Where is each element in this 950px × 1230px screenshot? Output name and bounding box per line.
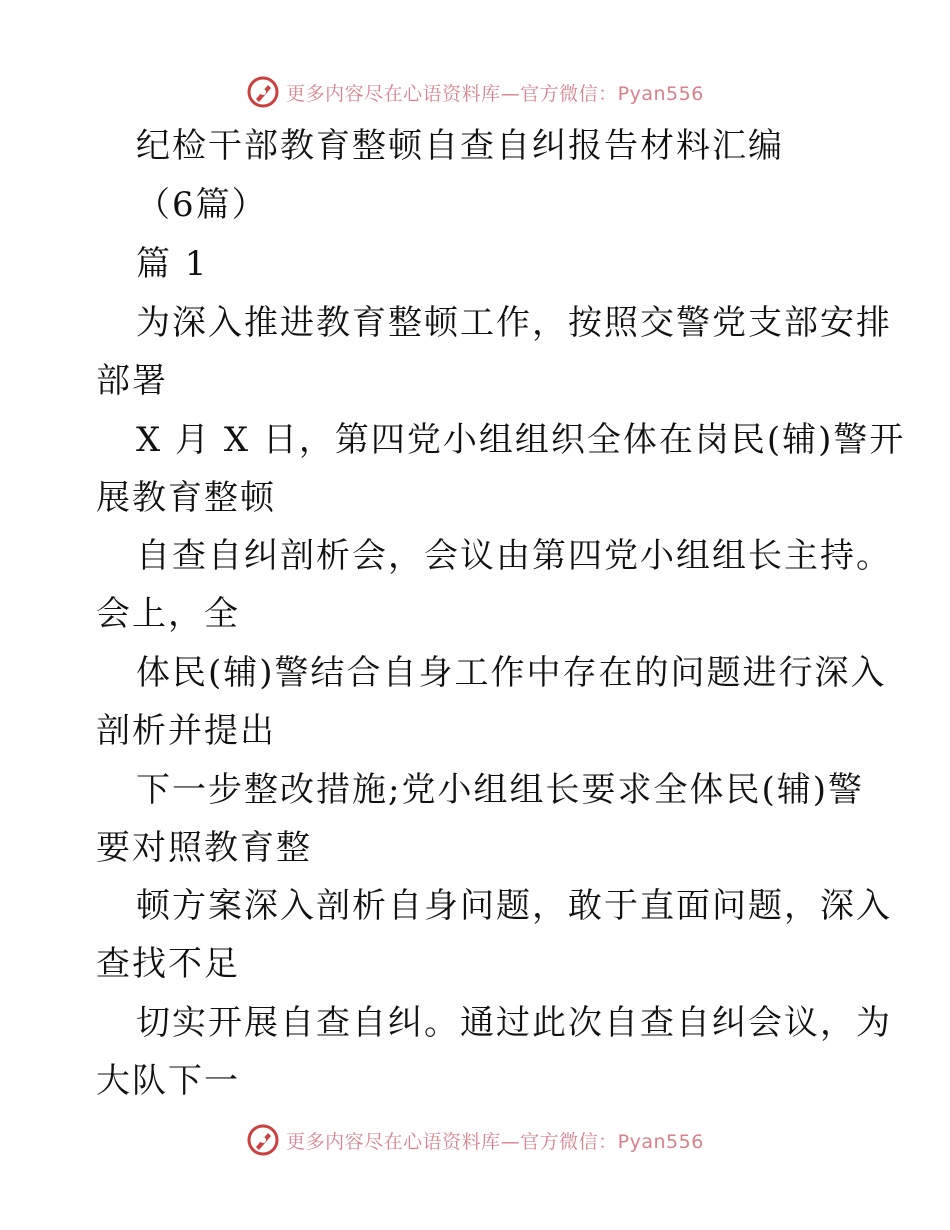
body-line: 会上，全 (96, 594, 240, 634)
body-line: 切实开展自查自纠。通过此次自查自纠会议，为 (136, 1003, 892, 1043)
top-watermark-banner (0, 72, 950, 112)
watermark-text: 更多内容尽在心语资料库—官方微信：Pyan556 (286, 1130, 704, 1153)
pen-logo-icon (246, 1123, 280, 1157)
body-line: 顿方案深入剖析自身问题，敢于直面问题，深入 (136, 886, 892, 926)
body-line: 为深入推进教育整顿工作，按照交警党支部安排 (136, 303, 892, 343)
body-line: 剖析并提出 (96, 711, 276, 751)
pen-logo-icon (246, 75, 280, 109)
body-line: 下一步整改措施;党小组组长要求全体民(辅)警 (136, 770, 864, 810)
body-line: 体民(辅)警结合自身工作中存在的问题进行深入 (136, 653, 887, 693)
document-subtitle: （6篇） (136, 185, 268, 225)
body-line: 自查自纠剖析会，会议由第四党小组组长主持。 (136, 536, 892, 576)
watermark-text: 更多内容尽在心语资料库—官方微信：Pyan556 (286, 82, 704, 105)
body-line: 展教育整顿 (96, 478, 276, 518)
body-line: 大队下一 (96, 1061, 240, 1101)
body-line: 部署 (96, 361, 168, 401)
document-title: 纪检干部教育整顿自查自纠报告材料汇编 (136, 126, 784, 166)
body-line: X 月 X 日，第四党小组组织全体在岗民(辅)警开 (136, 420, 906, 460)
body-line: 要对照教育整 (96, 828, 312, 868)
section-heading: 篇 1 (136, 244, 209, 284)
body-line: 查找不足 (96, 944, 240, 984)
bottom-watermark-banner (0, 1120, 950, 1160)
